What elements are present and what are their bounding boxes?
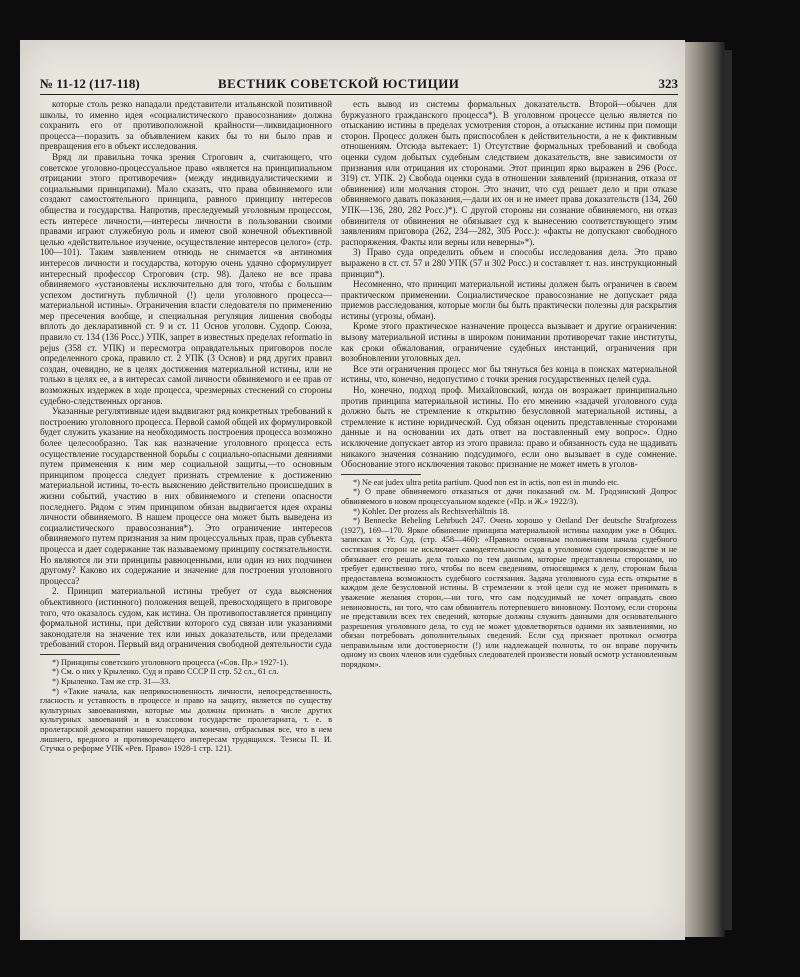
footnote: *) См. о них у Крыленко. Суд и право СССР II стр. 52 сл., 61 сл. <box>52 667 279 677</box>
paragraph: 3) Право суда определить объем и способы исследования дела. Это право выражено в ст. ст. 57 и 280 УПК (57 и 302 Росс.) и составляет т. наз. инструкционный принцип*). <box>341 247 677 279</box>
paragraph: которые столь резко нападали представители итальянской позитивной школы, то именно идея «социалистического правосознания» должна сохранить его от противоположной крайности—ликвидационного процесса—поразить за объявлением каких бы то ни было прав и превращения его в объект исследования. <box>40 99 332 152</box>
paragraph: Кроме этого практическое назначение процесса вызывает и другие ограничения: вызову материальной истины в широком понимании противоречат такие институты, как сроки обжалования, ограничение судебных инстанций, ограничения при возобновлении уголовных дел. <box>341 321 677 364</box>
footnote: *) О праве обвиняемого отказаться от дачи показаний см. М. Гродзинский Допрос обвиняемого в новом процессуальном кодексе («Пр. и Ж.» 1922/3). <box>341 487 677 506</box>
paragraph: Все эти ограничения процесс мог бы тянуться без конца в поисках материальной истины, что, конечно, недопустимо с точки зрения государственных целей суда. <box>341 363 677 385</box>
paragraph: Указанные регулятивные идеи выдвигают ряд конкретных требований к построению уголовного процесса. Первой самой общей их формулировкой будет служить указание на необходимость построения процесса возможно более целесообразно. Так как назначение уголовного процесса есть осуществление государственной борьбы с социально-опасными деяниями путем применения к ним мер социальной защиты,—то основным принципом процесса следует признать стремление к достижению материальной истины, то-есть выяснению действительно происшедших в жизни событий, участию в них обвиняемого и степени опасности последнего. Рядом с этим принципом обязан выдвигается идея охраны личности обвиняемого. В нашем процессе она может быть выведена из социалистического правосознания*). Это ограничение интересов обвиняемого путем признания за ним процессуальных прав, прав субъекта процесса и дает содержание так называемому принципу состязательности. Но являются ли эти принципы равноценными, или один из них подчинен другому? Каково их содержание и значение для построения уголовного процесса? <box>40 406 333 586</box>
running-header <box>40 76 678 96</box>
footnote: *) Ne eat judex ultra petita partium. Quod non est in actis, non est in mundo etc. <box>353 477 620 487</box>
left-column <box>40 99 332 754</box>
page-number: 323 <box>658 76 678 91</box>
footnote: *) Bennecke Beheling Lehrbuch 247. Очень хорошо у Oetland Der deutsche Strafprozess (1927), 169—170. Яркое обвинение принципа материальной истины находим уже в Общих. записках к Уг. Суд. (стр. 458—460): «Правило основным положениям начала судебного состязания сторон не исключает самодеятельности суда в уголовном судопроизводстве и не обязывает его решать дела только по тем данным, которые представлены сторонами, но требует единственно того, чтобы по всем сведениям, относящимся к делу, сторонам была предоставлена возможность судебного состязания. Задача уголовного суда есть открытие в каждом деле безусловной истины. В стремлении к этой цели суд не может принимать в уважение желания сторон,—ни того, что сам подсудимый не хочет оправдать свою невиновность, ни того, что сам обвинитель потерпевшего виновному. Поэтому, если стороны не представили всех тех сведений, которые должны служить данными для основательного разрешения уголовного дела, то суд не может удовлетворяться одними их заявлениями, но обязан потребовать дополнительных сведений. Если суд признает протокол осмотра неправильным или достоверности (!) или надлежащей полноты, то он вправе поручить одному из своих членов или судебных следователей произвести новый осмотр установленным порядком». <box>341 516 677 670</box>
footnote: *) Крыленко. Там же стр. 31—33. <box>52 677 171 687</box>
footnote-rule <box>40 654 120 655</box>
journal-title: ВЕСТНИК СОВЕТСКОЙ ЮСТИЦИИ <box>218 76 460 91</box>
paragraph: Несомненно, что принцип материальной истины должен быть ограничен в своем практическом применении. Социалистическое правосознание не допускает ряда приемов расследования, которые могли бы быть практически полезны для раскрытия истины (угрозы, обман). <box>341 279 677 321</box>
issue-number: № 11-12 (117-118) <box>40 76 140 91</box>
header-rule <box>40 94 678 95</box>
footnote: *) Kohler. Der prozess als Rechtsverhältnis 18. <box>353 506 510 516</box>
footnote: *) Принципы советского уголовного процесса («Сов. Пр.» 1927-1). <box>52 657 289 667</box>
paragraph: Но, конечно, подход проф. Михайловский, когда он возражает принципиально против принципа материальной истины. По его мнению «задачей уголовного суда должно быть не стремление к открытию безусловной материальной истины, а стремление к истине юридической. Суд обязан оценить представленные сторонами данные и на основании их дать ответ на поставленный ему вопрос». Одно исключение допускает автор из этого правила: право и обязанность суда не щадивать никакого значения сознанию подсудимого, если оно вызывает в суде сомнение. Обоснование этого исключения таково: признание не может иметь в уголов- <box>341 385 677 470</box>
right-column <box>341 99 677 670</box>
paragraph: есть вывод из системы формальных доказательств. Второй—обычен для буржуазного гражданского процесса*). В уголовном процессе целью является по отысканию истины в пределах усмотрения сторон, а отыскание истины при помощи сторон. Процесс должен быть приспособлен к действительности, а не к фиктивным отношениям. Отсюда вытекает: 1) Отсутствие формальных требований и свобода оценки судом добытых судебным следствием доказательств, вне зависимости от признания или отрицания их сторонами. Этот принцип ярко выражен в 296 (Росс. 319) ст. УПК. 2) Свобода оценки суда в отношении заявлений (признания, отказа от обвинения) или молчания сторон. Это значит, что суд решает дело и при отказе обвиняемого давать показания,—дали их он и не имеет права доказательств (134, 260 УПК—136, 280, 282 Росс.)*). С другой стороны ни сознание обвиняемого, ни отказ обвинителя от обвинения не обязывает суд к вынесению соответствующего этим заявлениям приговора (262, 234—282, 305 Росс.): «факты не допускают свободного распоряжения. Факты или верны или неверны»*). <box>341 99 677 247</box>
book-edge <box>724 50 732 930</box>
book-spine <box>685 42 725 937</box>
footnote-rule <box>341 474 421 475</box>
paragraph: Вряд ли правильна точка зрения Строгович а, считающего, что советское уголовно-процессуальное право «является на принципиальном отрицании этого противоречия» (между индивидуалистическими и социальными принципами). Мало сказать, что права обвиняемого или создают самостоятельного принципа, равного принципу интересов общества и государства. Напротив, преследуемый уголовным процессом, есть интересе личности,—интересы личности в пользовании своими правами играют служебную роль и имеют свой конечной объективной целью «действительное изучение, осуществление интересов целого» (стр. 100—101). Таким заявлением отнюдь не снимается «в антиномия интересов личности и государства, которую очень удачно сформулирует интересный профессор Строгович (стр. 98). Далеко не все права обвиняемого «установлены исключительно для того, чтобы с большим успехом достигнуть публичной (!) цели уголовного процесса—материальной истины». Ограничения власти следователя по применению мер пресечения вообще, и специальная регуляция лишения свободы вплоть до декларативной ст. 9 и ст. 11 Основ уголовн. Судопр. Союза, правило ст. 134 (136 Росс.) УПК, запрет в известных пределах reformatio in pejus (358 ст. УПК) и пересмотра оправдательных приговоров после определенного срока, правило ст. 2 УПК (3 Основ) и ряд других правил создан, очевидно, не в целях достижения материальной истины, или не только в целях ее, а в интересах самой личности обвиняемого и ее прав от возможных издержек в ходе процесса, чрезмерных стеснений со стороны судебно-следственных органов. <box>40 151 332 406</box>
footnote: *) «Такие начала, как неприкосновенность личности, непосредственность, гласность и уставность в процессе и право на защиту, является по существу культурных завоеваниями, которые мы должны признать в числе других культурных завоеваний и в классовом государстве пролетариата, т. е. в пролетарской демократии нашего порядка, конечно, отбрасывая все, что в нем лишнего, вредного и противоречащего интересам трудящихся. Тезисы П. И. Стучка о реформе УПК «Рев. Право» 1928-1 стр. 121). <box>40 686 332 754</box>
paragraph: 2. Принцип материальной истины требует от суда выяснения объективного (истинного) положения вещей, превосходящего в приговоре того, что оказалось судом, как истина. Он противопоставляется принципу формальной истины, при действии которого суд связан или указаниями законодателя на значение тех или иных доказательств, или пределами требований сторон. Первый вид ограничения свободной деятельности суда <box>40 586 332 650</box>
